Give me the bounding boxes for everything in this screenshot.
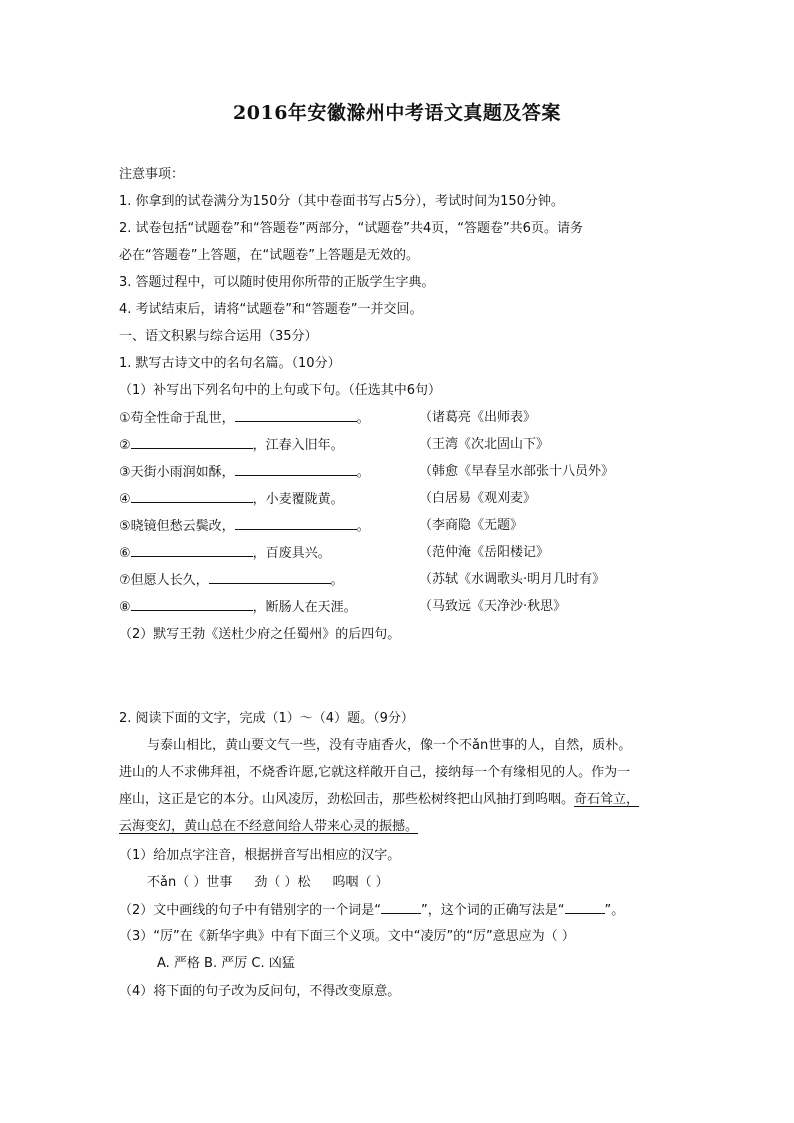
passage-line-2: 进山的人不求佛拜祖，不烧香许愿,它就这样敞开自己，接纳每一个有缘相见的人。作为一 [119,765,631,780]
fill-source-7: （苏轼《水调歌头·明月几时有》 [419,572,606,587]
question-2-sub3: （3）“厉”在《新华字典》中有下面三个义项。文中“凌厉”的“厉”意思应为（ ） [119,929,575,944]
notice-heading: 注意事项： [119,167,185,182]
fill-source-5: （李商隐《无题》 [419,518,524,533]
underlined-sentence: 奇石耸立， [574,792,640,807]
question-2-sub2: （2）文中画线的句子中有错别字的一个词是“ ”，这个词的正确写法是“ ”。 [119,903,625,918]
question-2-heading: 2. 阅读下面的文字，完成（1）～（4）题。（9分） [119,711,414,726]
answer-blank[interactable] [565,901,605,914]
fill-source-1: （诸葛亮《出师表》 [419,410,537,425]
notice-item-2-cont: 必在“答题卷”上答题，在“试题卷”上答题是无效的。 [119,248,419,263]
notice-item-4: 4. 考试结束后，请将“试题卷”和“答题卷”一并交回。 [119,302,423,317]
fill-source-6: （范仲淹《岳阳楼记》 [419,545,550,560]
question-2-sub1: （1）给加点字注音，根据拼音写出相应的汉字。 [119,848,401,863]
fill-source-8: （马致远《天净沙·秋思》 [419,599,567,614]
fill-item-5: ⑤晓镜但愁云鬓改， 。 [119,519,370,534]
fill-source-2: （王湾《次北固山下》 [419,437,550,452]
answer-blank[interactable] [131,544,253,557]
answer-blank[interactable] [131,436,253,449]
pinyin-line: 不ǎn（ ）世事 劲（ ）松 呜咽（ ） [147,875,389,890]
answer-blank[interactable] [131,490,253,503]
question-2-options: A. 严格 B. 严厉 C. 凶猛 [157,956,295,971]
notice-item-3: 3. 答题过程中，可以随时使用你所带的正版学生字典。 [119,275,435,290]
fill-source-4: （白居易《观刈麦》 [419,491,537,506]
passage-line-3: 座山，这正是它的本分。山风凌厉，劲松回击，那些松树终把山风抽打到呜咽。奇石耸立， [119,792,640,807]
fill-item-7: ⑦但愿人长久， 。 [119,573,344,588]
section-heading: 一、语文积累与综合运用（35分） [119,329,318,344]
question-1-heading: 1. 默写古诗文中的名句名篇。（10分） [119,356,341,371]
page-title: 2016年安徽滁州中考语文真题及答案 [233,102,561,124]
fill-item-3: ③天街小雨润如酥， 。 [119,465,370,480]
answer-blank[interactable] [235,463,357,476]
fill-item-6: ⑥ ，百废具兴。 [119,546,331,561]
fill-item-1: ①苟全性命于乱世， 。 [119,411,370,426]
fill-item-2: ② ，江春入旧年。 [119,438,344,453]
passage-line-1: 与泰山相比，黄山要文气一些，没有寺庙香火，像一个不ǎn世事的人，自然，质朴。 [147,738,632,753]
fill-source-3: （韩愈《早春呈水部张十八员外》 [419,464,615,479]
fill-item-8: ⑧ ，断肠人在天涯。 [119,600,357,615]
fill-item-4: ④ ，小麦覆陇黄。 [119,492,344,507]
answer-blank[interactable] [381,901,421,914]
answer-blank[interactable] [235,517,357,530]
notice-item-2: 2. 试卷包括“试题卷”和“答题卷”两部分，“试题卷”共4页，“答题卷”共6页。请务 [119,221,583,236]
question-1-sub2: （2）默写王勃《送杜少府之任蜀州》的后四句。 [119,627,401,642]
answer-blank[interactable] [131,598,253,611]
question-2-sub4: （4）将下面的句子改为反问句，不得改变原意。 [119,984,401,999]
underlined-sentence-cont: 云海变幻，黄山总在不经意间给人带来心灵的振撼。 [119,819,419,834]
passage-line-4 [119,818,418,836]
answer-blank[interactable] [235,409,357,422]
question-1-sub1: （1）补写出下列名句中的上句或下句。（任选其中6句） [119,383,442,398]
answer-blank[interactable] [209,571,331,584]
notice-item-1: 1. 你拿到的试卷满分为150分（其中卷面书写占5分），考试时间为150分钟。 [119,194,564,209]
